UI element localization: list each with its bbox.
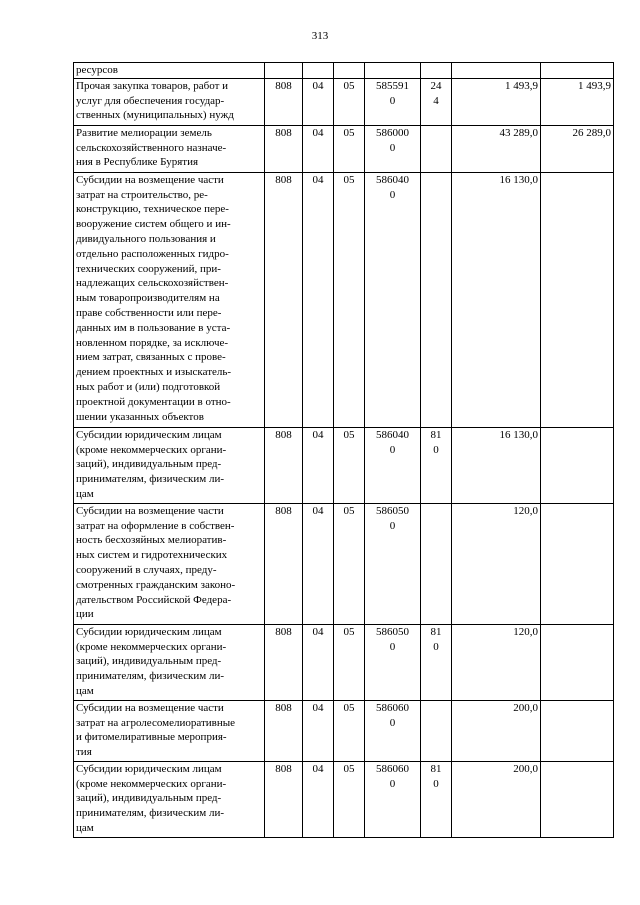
row-vr: 81 0 bbox=[421, 761, 452, 837]
row-csr: 586000 0 bbox=[365, 125, 421, 172]
row-name: Прочая закупка товаров, работ и услуг для обеспечения государ- ственных (муниципальных) нужд bbox=[74, 78, 265, 125]
row-sum2 bbox=[541, 624, 614, 700]
table-row bbox=[74, 172, 614, 427]
row-pr: 05 bbox=[334, 78, 365, 125]
row-sum1 bbox=[452, 63, 541, 79]
row-csr: 586050 0 bbox=[365, 624, 421, 700]
row-sum2: 26 289,0 bbox=[541, 125, 614, 172]
row-sum2 bbox=[541, 761, 614, 837]
row-gr: 808 bbox=[265, 78, 303, 125]
row-pr: 05 bbox=[334, 172, 365, 427]
row-csr: 586040 0 bbox=[365, 427, 421, 503]
row-sum1: 43 289,0 bbox=[452, 125, 541, 172]
table-row bbox=[74, 125, 614, 172]
row-rz: 04 bbox=[303, 700, 334, 761]
row-vr bbox=[421, 63, 452, 79]
row-rz: 04 bbox=[303, 78, 334, 125]
row-vr bbox=[421, 172, 452, 427]
row-csr bbox=[365, 63, 421, 79]
row-sum1: 16 130,0 bbox=[452, 427, 541, 503]
row-pr: 05 bbox=[334, 761, 365, 837]
row-name: Развитие мелиорации земель сельскохозяйственного назначе- ния в Республике Бурятия bbox=[74, 125, 265, 172]
row-gr: 808 bbox=[265, 503, 303, 624]
table-row bbox=[74, 624, 614, 700]
row-vr bbox=[421, 125, 452, 172]
row-pr: 05 bbox=[334, 503, 365, 624]
row-name: Субсидии юридическим лицам (кроме некоммерческих органи- заций), индивидуальным пред- принимателям, физическим ли- цам bbox=[74, 624, 265, 700]
row-rz: 04 bbox=[303, 761, 334, 837]
row-name: Субсидии на возмещение части затрат на оформление в собствен- ность бесхозяйных мелиоратив- ных систем и гидротехнических сооружений в случаях, преду- смотренных гражданским законо- дательством Российской Федера- ции bbox=[74, 503, 265, 624]
row-vr: 81 0 bbox=[421, 427, 452, 503]
row-name: Субсидии юридическим лицам (кроме некоммерческих органи- заций), индивидуальным пред- принимателям, физическим ли- цам bbox=[74, 427, 265, 503]
row-gr: 808 bbox=[265, 172, 303, 427]
row-pr: 05 bbox=[334, 700, 365, 761]
row-vr: 81 0 bbox=[421, 624, 452, 700]
table-row bbox=[74, 63, 614, 79]
row-pr: 05 bbox=[334, 427, 365, 503]
row-gr: 808 bbox=[265, 761, 303, 837]
row-csr: 586060 0 bbox=[365, 761, 421, 837]
table-row bbox=[74, 78, 614, 125]
row-rz: 04 bbox=[303, 624, 334, 700]
row-csr: 586040 0 bbox=[365, 172, 421, 427]
row-name: Субсидии на возмещение части затрат на строительство, ре- конструкцию, техническое пере- вооружение систем общего и ин- дивидуального пользования и отдельно расположенных гидро- технических сооружений, при- надлежащих сельскохозяйствен- ным товаропроизводителям на праве собственности или пере- данных им в пользование в уста- новленном порядке, за исключе- нием затрат, связанных с прове- дением проектных и изыскатель- ных работ и (или) подготовкой проектной документации в отно- шении указанных объектов bbox=[74, 172, 265, 427]
row-sum1: 16 130,0 bbox=[452, 172, 541, 427]
row-sum1: 1 493,9 bbox=[452, 78, 541, 125]
row-name: Субсидии на возмещение части затрат на агролесомелиоративные и фитомелиративные мероприя- тия bbox=[74, 700, 265, 761]
row-pr bbox=[334, 63, 365, 79]
row-rz: 04 bbox=[303, 503, 334, 624]
row-name: ресурсов bbox=[74, 63, 265, 79]
row-gr: 808 bbox=[265, 427, 303, 503]
row-vr bbox=[421, 503, 452, 624]
row-vr: 24 4 bbox=[421, 78, 452, 125]
row-vr bbox=[421, 700, 452, 761]
row-sum2 bbox=[541, 503, 614, 624]
row-sum2 bbox=[541, 700, 614, 761]
row-csr: 586050 0 bbox=[365, 503, 421, 624]
row-sum1: 120,0 bbox=[452, 624, 541, 700]
row-sum1: 200,0 bbox=[452, 761, 541, 837]
row-sum2: 1 493,9 bbox=[541, 78, 614, 125]
table-row bbox=[74, 700, 614, 761]
table-row bbox=[74, 427, 614, 503]
row-gr: 808 bbox=[265, 700, 303, 761]
row-csr: 586060 0 bbox=[365, 700, 421, 761]
budget-table bbox=[73, 62, 614, 838]
row-gr: 808 bbox=[265, 125, 303, 172]
row-sum2 bbox=[541, 427, 614, 503]
row-gr: 808 bbox=[265, 624, 303, 700]
row-sum2 bbox=[541, 172, 614, 427]
table-row bbox=[74, 761, 614, 837]
row-csr: 585591 0 bbox=[365, 78, 421, 125]
row-sum1: 120,0 bbox=[452, 503, 541, 624]
row-pr: 05 bbox=[334, 624, 365, 700]
table-row bbox=[74, 503, 614, 624]
page-number: 313 bbox=[311, 30, 329, 42]
row-rz bbox=[303, 63, 334, 79]
row-rz: 04 bbox=[303, 172, 334, 427]
row-sum1: 200,0 bbox=[452, 700, 541, 761]
row-rz: 04 bbox=[303, 427, 334, 503]
row-name: Субсидии юридическим лицам (кроме некоммерческих органи- заций), индивидуальным пред- принимателям, физическим ли- цам bbox=[74, 761, 265, 837]
row-pr: 05 bbox=[334, 125, 365, 172]
row-rz: 04 bbox=[303, 125, 334, 172]
row-sum2 bbox=[541, 63, 614, 79]
row-gr bbox=[265, 63, 303, 79]
